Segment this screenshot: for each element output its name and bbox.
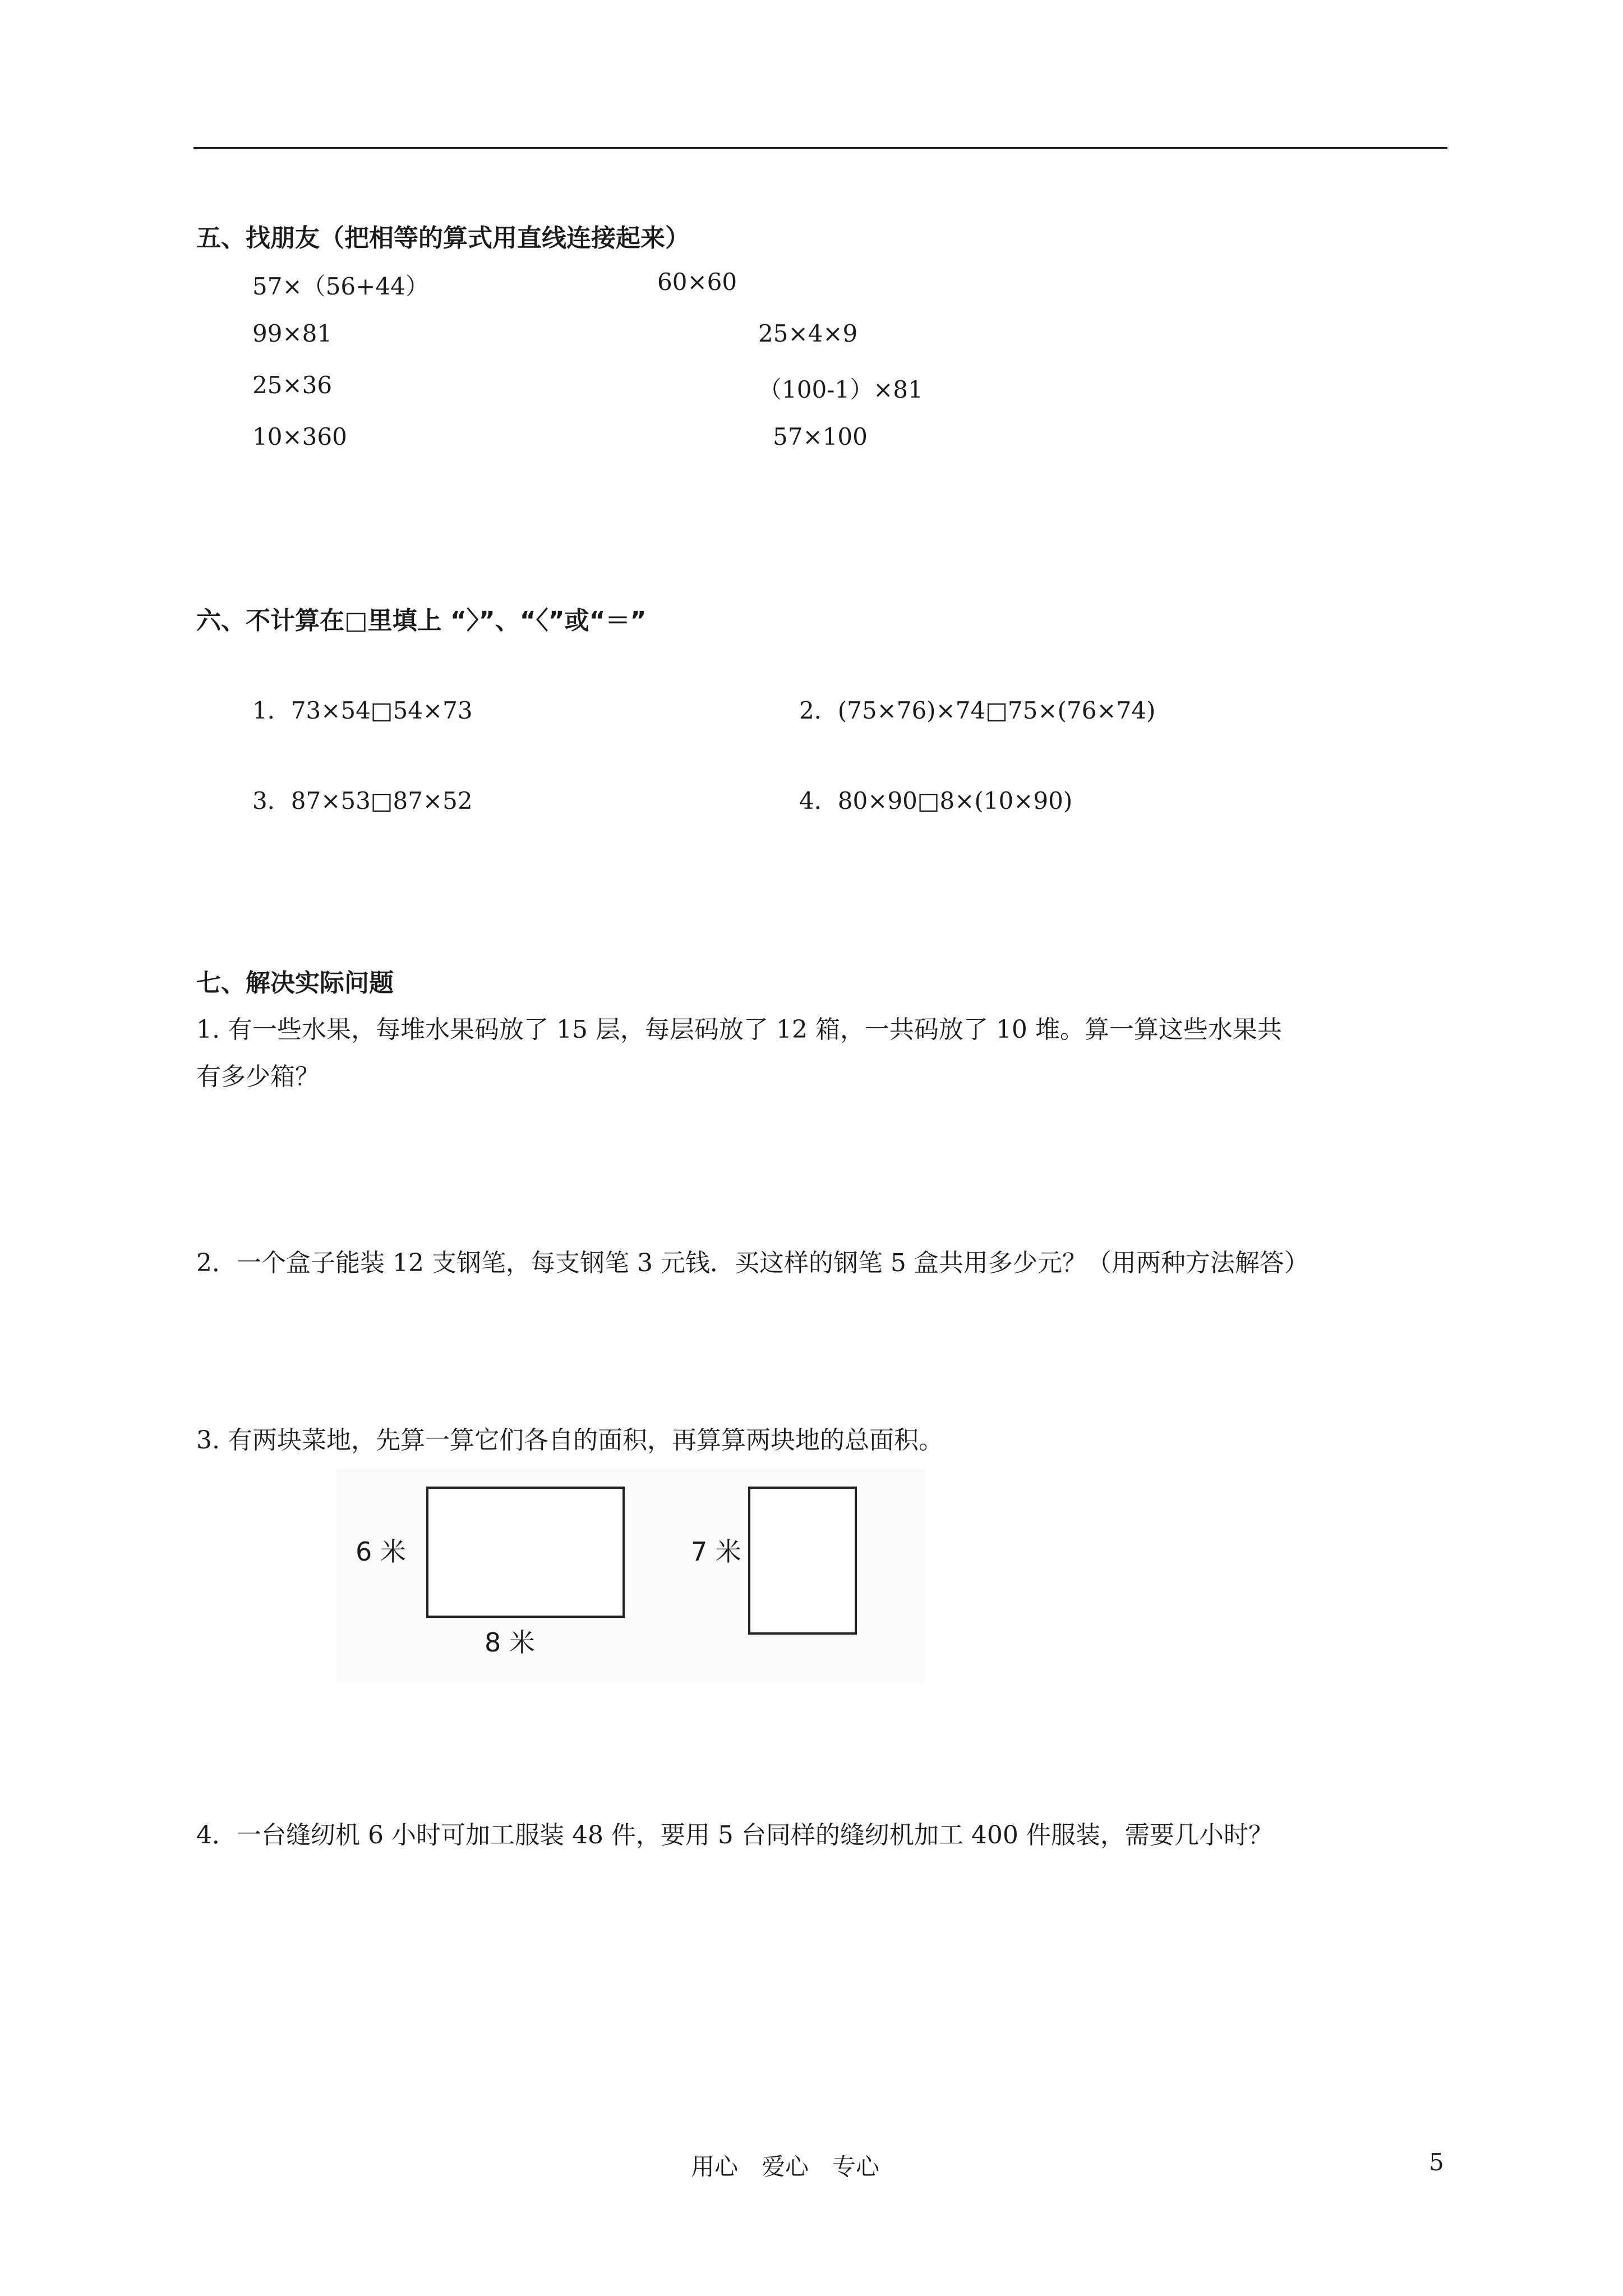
compare-item-4: 4．80×90□8×(10×90) [799,787,1073,815]
match-right-4: 57×100 [773,423,868,450]
footer-motto: 用心 爱心 专心 [691,2153,880,2180]
section5-heading: 五、找朋友（把相等的算式用直线连接起来） [196,224,690,252]
rectangle-plot [426,1487,625,1618]
compare-item-1: 1．73×54□54×73 [252,697,473,724]
square-side-label: 7 米 [691,1536,741,1567]
question-1-line-2: 有多少箱？ [196,1062,320,1091]
match-left-3: 25×36 [252,371,333,399]
page-number: 5 [1429,2148,1444,2176]
vegetable-plots-figure [336,1470,925,1683]
question-2: 2．一个盒子能装 12 支钢笔，每支钢笔 3 元钱．买这样的钢笔 5 盒共用多少元？（用两种方法解答） [196,1249,1309,1277]
square-plot [748,1487,857,1635]
question-4: 4．一台缝纫机 6 小时可加工服装 48 件，要用 5 台同样的缝纫机加工 400 件服装，需要几小时？ [196,1821,1273,1849]
question-1-line-1: 1. 有一些水果，每堆水果码放了 15 层，每层码放了 12 箱，一共码放了 10 堆。算一算这些水果共 [196,1015,1282,1044]
rectangle-width-label: 8 米 [485,1627,535,1658]
compare-item-2: 2．(75×76)×74□75×(76×74) [799,697,1156,724]
match-left-2: 99×81 [252,320,333,347]
rectangle-height-label: 6 米 [356,1536,406,1567]
section7-heading: 七、解决实际问题 [196,969,394,997]
compare-item-3: 3．87×53□87×52 [252,787,473,815]
match-left-1: 57×（56+44） [252,273,429,300]
match-right-3: （100-1）×81 [758,376,923,403]
match-right-1: 60×60 [657,268,737,296]
section6-heading: 六、不计算在□里填上 “〉”、“〈”或“＝” [196,606,647,635]
match-left-4: 10×360 [252,423,347,450]
match-right-2: 25×4×9 [758,320,858,347]
header-rule [193,147,1447,149]
question-3: 3. 有两块菜地，先算一算它们各自的面积，再算算两块地的总面积。 [196,1426,943,1455]
